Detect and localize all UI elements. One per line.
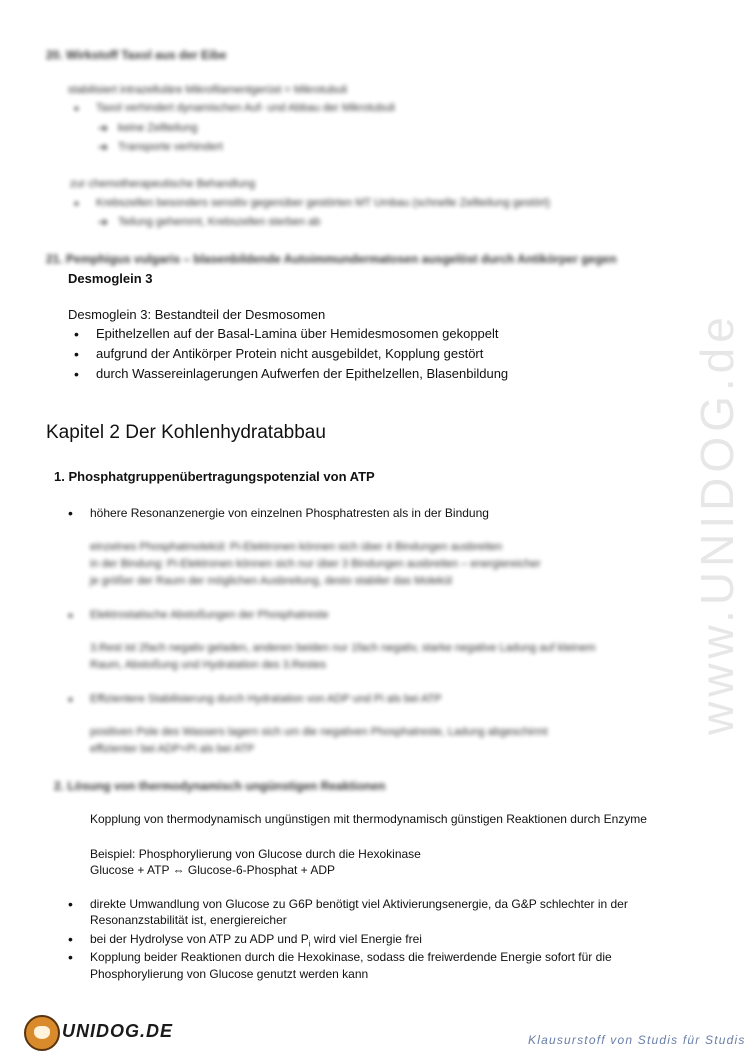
logo-text: UNIDOG.DE (62, 1021, 174, 1041)
text-part: wird viel Energie frei (310, 932, 422, 946)
blurred-line: einzelnes Phosphatmolekül: Pi-Elektronen können sich über 4 Bindungen ausbreiten (90, 541, 503, 553)
section-21-intro: Desmoglein 3: Bestandteil der Desmosomen (68, 307, 326, 322)
blurred-line: je größer der Raum der möglichen Ausbreitung, desto stabiler das Molekül (90, 575, 452, 587)
section-2-example: Beispiel: Phosphorylierung von Glucose durch die Hexokinase (90, 847, 421, 861)
section-20-title: 20. Wirkstoff Taxol aus der Eibe (46, 48, 227, 62)
section-21-title-cont: Desmoglein 3 (68, 271, 153, 286)
section-1-title: 1. Phosphatgruppenübertragungspotenzial von ATP (54, 469, 375, 484)
section-2-title: 2. Lösung von thermodynamisch ungünstigen Reaktionen (54, 779, 386, 793)
blurred-line: 3.Rest ist 2fach negativ geladen, anderen beiden nur 1fach negativ, starke negative Ladung auf kleinem (90, 642, 596, 654)
blurred-bullet: • Elektrostatische Abstoßungen der Phosphatreste (90, 607, 328, 624)
text-part: bei der Hydrolyse von ATP zu ADP und P (90, 932, 309, 946)
watermark-text: www.UNIDOG.de (691, 312, 743, 735)
dog-icon (24, 1015, 60, 1051)
list-item-cont: Resonanzstabilität ist, energiereicher (90, 913, 287, 927)
footer-slogan: Klausurstoff von Studis für Studis (528, 1033, 746, 1047)
section-20-bullet: • Krebszellen besonders sensitiv gegenüber gestörten MT Umbau (schnelle Zellteilung gestört) (96, 195, 550, 212)
list-item: • höhere Resonanzenergie von einzelnen Phosphatresten als in der Bindung (90, 505, 489, 522)
unidog-logo (24, 1015, 174, 1049)
list-item: • aufgrund der Antikörper Protein nicht ausgebildet, Kopplung gestört (96, 345, 483, 363)
list-item: • Epithelzellen auf der Basal-Lamina über Hemidesmosomen gekoppelt (96, 325, 499, 343)
blurred-line: effizienter bei ADP+Pi als bei ATP (90, 743, 255, 755)
subscript: i (308, 939, 311, 949)
list-item: • Kopplung beider Reaktionen durch die Hexokinase, sodass die freiwerdende Energie sofort für die (90, 949, 612, 966)
section-20-arrow-item: ➔ Teilung gehemmt, Krebszellen sterben ab (118, 214, 320, 231)
list-item-cont: Phosphorylierung von Glucose genutzt werden kann (90, 967, 369, 981)
list-item: • durch Wassereinlagerungen Aufwerfen der Epithelzellen, Blasenbildung (96, 365, 508, 383)
list-item: • direkte Umwandlung von Glucose zu G6P benötigt viel Aktivierungsenergie, da G&P schlechter in der (90, 896, 628, 913)
section-21-title-blurred: 21. Pemphigus vulgaris – blasenbildende Autoimmundermatosen ausgelöst durch Antikörper gegen (46, 252, 617, 266)
chapter-title: Kapitel 2 Der Kohlenhydratabbau (46, 422, 326, 443)
blurred-line: Raum, Abstoßung und Hydratation des 3.Restes (90, 659, 327, 671)
section-20-arrow-item: ➔ Transporte verhindert (118, 139, 223, 156)
section-20-arrow-item: ➔ keine Zellteilung (118, 120, 198, 137)
blurred-line: positiven Pole des Wassers lagern sich um die negativen Phosphatreste, Ladung abgeschirmt (90, 726, 548, 738)
section-2-equation: Glucose + ATP ⇔ Glucose-6-Phosphat + ADP (90, 863, 336, 877)
section-2-paragraph: Kopplung von thermodynamisch ungünstigen mit thermodynamisch günstigen Reaktionen durch Enzyme (90, 812, 647, 826)
blurred-line: in der Bindung: Pi-Elektronen können sich nur über 3 Bindungen ausbreiten – energiereicher (90, 558, 541, 570)
section-20-line: stabilisiert intrazelluläre Mikrofilamentgerüst = Mikrotubuli (68, 84, 348, 96)
blurred-bullet: • Effizientere Stabilisierung durch Hydratation von ADP und Pi als bei ATP (90, 691, 442, 708)
section-20-bullet: • Taxol verhindert dynamischen Auf- und Abbau der Mikrotubuli (96, 100, 395, 117)
section-20-line: zur chemotherapeutische Behandlung (70, 178, 256, 190)
